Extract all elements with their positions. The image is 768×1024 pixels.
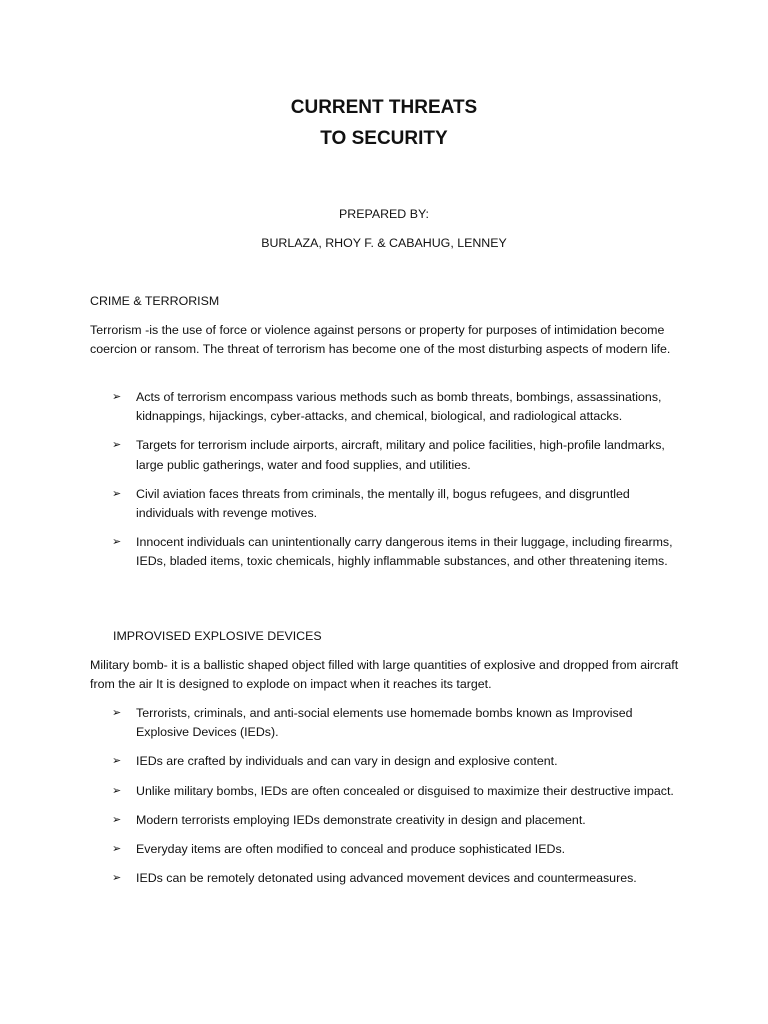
list-item-text: Modern terrorists employing IEDs demonstrate creativity in design and placement. xyxy=(136,812,586,827)
arrow-bullet-icon: ➢ xyxy=(112,843,122,856)
list-item-text: Targets for terrorism include airports, aircraft, military and police facilities, high-profile landmarks, large public gatherings, water and food supplies, and utilities. xyxy=(136,438,665,472)
section1-bullet-list xyxy=(0,388,768,572)
list-item xyxy=(0,869,676,888)
arrow-bullet-icon: ➢ xyxy=(112,487,122,500)
authors-line: BURLAZA, RHOY F. & CABAHUG, LENNEY xyxy=(261,236,507,250)
list-item xyxy=(0,388,676,426)
list-item-text: Everyday items are often modified to conceal and produce sophisticated IEDs. xyxy=(136,842,566,857)
list-item xyxy=(0,485,676,523)
list-item xyxy=(0,436,676,474)
arrow-bullet-icon: ➢ xyxy=(112,707,122,719)
section-heading-ieds: IMPROVISED EXPLOSIVE DEVICES xyxy=(113,629,322,643)
arrow-bullet-icon: ➢ xyxy=(112,872,122,885)
list-item-text: Civil aviation faces threats from criminals, the mentally ill, bogus refugees, and disgruntled individuals with revenge motives. xyxy=(136,486,630,521)
list-item-text: Acts of terrorism encompass various methods such as bomb threats, bombings, assassinations, kidnappings, hijackings, cyber-attacks, and chemical, biological, and radiological attacks. xyxy=(136,390,662,424)
list-item xyxy=(0,533,676,571)
section-heading-crime-terrorism: CRIME & TERRORISM xyxy=(90,294,220,308)
arrow-bullet-icon: ➢ xyxy=(112,439,122,452)
section2-bullet-list xyxy=(0,704,768,888)
list-item xyxy=(0,752,676,771)
arrow-bullet-icon: ➢ xyxy=(112,784,122,797)
list-item-text: IEDs can be remotely detonated using advanced movement devices and countermeasures. xyxy=(136,871,637,886)
list-item xyxy=(0,704,676,742)
title-line-1: CURRENT THREATS xyxy=(290,97,478,118)
list-item xyxy=(0,782,676,801)
list-item xyxy=(0,840,676,859)
title-line-2: TO SECURITY xyxy=(320,128,448,149)
arrow-bullet-icon: ➢ xyxy=(112,755,122,768)
list-item-text: Unlike military bombs, IEDs are often concealed or disguised to maximize their destructive impact. xyxy=(136,783,674,798)
arrow-bullet-icon: ➢ xyxy=(112,536,122,549)
document-title xyxy=(0,92,768,154)
list-item xyxy=(0,811,676,830)
list-item-text: Innocent individuals can unintentionally carry dangerous items in their luggage, including firearms, IEDs, bladed items, toxic chemicals, highly inflammable substances, and other threatening items. xyxy=(136,535,673,569)
section1-intro-paragraph: Terrorism -is the use of force or violence against persons or property for purposes of intimidation become coercion or ransom. The threat of terrorism has become one of the most disturbing aspects of modern life. xyxy=(90,323,671,357)
arrow-bullet-icon: ➢ xyxy=(112,391,122,403)
list-item-text: Terrorists, criminals, and anti-social elements use homemade bombs known as Improvised Explosive Devices (IEDs). xyxy=(136,706,633,740)
prepared-by-label: PREPARED BY: xyxy=(339,207,429,221)
list-item-text: IEDs are crafted by individuals and can vary in design and explosive content. xyxy=(136,754,558,769)
arrow-bullet-icon: ➢ xyxy=(112,813,122,826)
section2-intro-paragraph: Military bomb- it is a ballistic shaped object filled with large quantities of explosive and dropped from aircraft from the air It is designed to explode on impact when it reaches its target. xyxy=(90,658,679,692)
